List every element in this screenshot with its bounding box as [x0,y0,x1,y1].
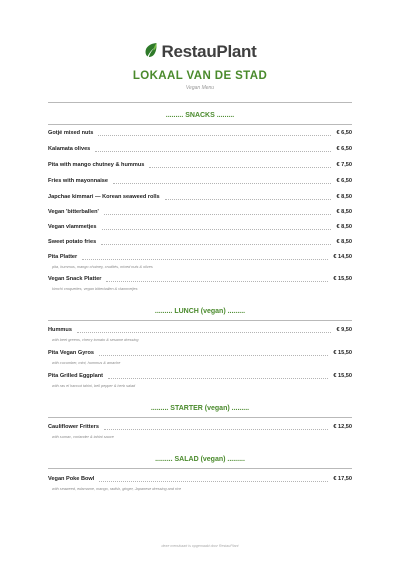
header-divider [48,102,352,103]
section-divider [48,124,352,125]
leaf-icon [144,42,158,63]
dot-leader [99,481,328,482]
brand-name: RestauPlant [161,42,257,61]
item-price: € 8,50 [336,224,352,230]
section-divider [48,468,352,469]
item-name: Pita Grilled Eggplant [48,373,104,379]
item-price: € 7,50 [336,162,352,168]
item-price: € 8,50 [336,194,352,200]
menu-item [48,207,352,217]
item-description: with sumac, coriander & tahini sauce [52,435,114,439]
section-title-snacks: ......... SNACKS ......... [165,112,235,119]
item-price: € 8,50 [336,209,352,215]
section-title-lunch: ......... LUNCH (vegan) ......... [154,308,246,315]
item-name: Sweet potato fries [48,239,97,245]
menu-item [48,422,352,432]
item-name: Vegan vlammetjes [48,224,97,230]
item-name: Vegan Snack Platter [48,276,102,282]
menu-item [48,144,352,154]
dot-leader [99,355,328,356]
item-name: Pita Vegan Gyros [48,350,95,356]
item-price: € 15,50 [333,350,352,356]
item-description: with beet greens, cherry tomato & sesame dressing [52,338,139,342]
item-price: € 15,50 [333,373,352,379]
dot-leader [95,151,331,152]
item-name: Gotjé mixed nuts [48,130,94,136]
section-title-starter: ......... STARTER (vegan) ......... [150,405,250,412]
item-price: € 14,50 [333,254,352,260]
dot-leader [149,167,331,168]
menu-item [48,237,352,247]
item-description: pita, hummus, mango chutney, crudités, mixed nuts & olives [52,265,153,269]
item-price: € 9,50 [336,327,352,333]
menu-item [48,176,352,186]
item-name: Vegan 'bitterballen' [48,209,99,215]
menu-item [48,325,352,335]
menu-item [48,474,352,484]
menu-item [48,128,352,138]
brand-logo [0,41,400,63]
item-name: Kalamata olives [48,146,91,152]
menu-item [48,371,352,381]
item-name: Fries with mayonnaise [48,178,108,184]
menu-item [48,252,352,262]
dot-leader [106,281,328,282]
dot-leader [98,135,331,136]
item-price: € 17,50 [333,476,352,482]
item-price: € 6,50 [336,130,352,136]
item-description: with ras el hanout tahini, bell pepper & herb salad [52,384,136,388]
item-name: Pita with mango chutney & hummus [48,162,145,168]
item-price: € 12,50 [333,424,352,430]
dot-leader [165,199,332,200]
section-divider [48,320,352,321]
menu-item [48,192,352,202]
item-name: Vegan Poke Bowl [48,476,95,482]
menu-item [48,348,352,358]
item-description: with cucumber, mint, hummus & amache [52,361,121,365]
menu-subtitle: Vegan Menu [185,85,215,91]
item-name: Pita Platter [48,254,78,260]
section-divider [48,417,352,418]
dot-leader [82,259,328,260]
menu-title: LOKAAL VAN DE STAD [132,70,268,82]
dot-leader [113,183,331,184]
dot-leader [101,244,331,245]
dot-leader [104,429,328,430]
item-price: € 6,50 [336,146,352,152]
item-description: with seaweed, edamame, mango, radish, ginger, Japanese dressing and rice [52,487,182,491]
dot-leader [77,332,332,333]
item-price: € 15,50 [333,276,352,282]
menu-item [48,274,352,284]
dot-leader [102,229,332,230]
item-name: Japchae kimmari — Korean seaweed rolls [48,194,160,200]
footer-note: deze menukaart is opgemaakt door RestauPlant [161,544,239,548]
item-name: Cauliflower Fritters [48,424,99,430]
item-name: Hummus [48,327,72,333]
item-description: kimchi croquettes, vegan bitterballen & vlammetjes [52,287,138,291]
section-title-salad: ......... SALAD (vegan) ......... [155,456,245,463]
menu-item [48,160,352,170]
menu-item [48,222,352,232]
dot-leader [104,214,332,215]
item-price: € 6,50 [336,178,352,184]
dot-leader [108,378,328,379]
item-price: € 8,50 [336,239,352,245]
